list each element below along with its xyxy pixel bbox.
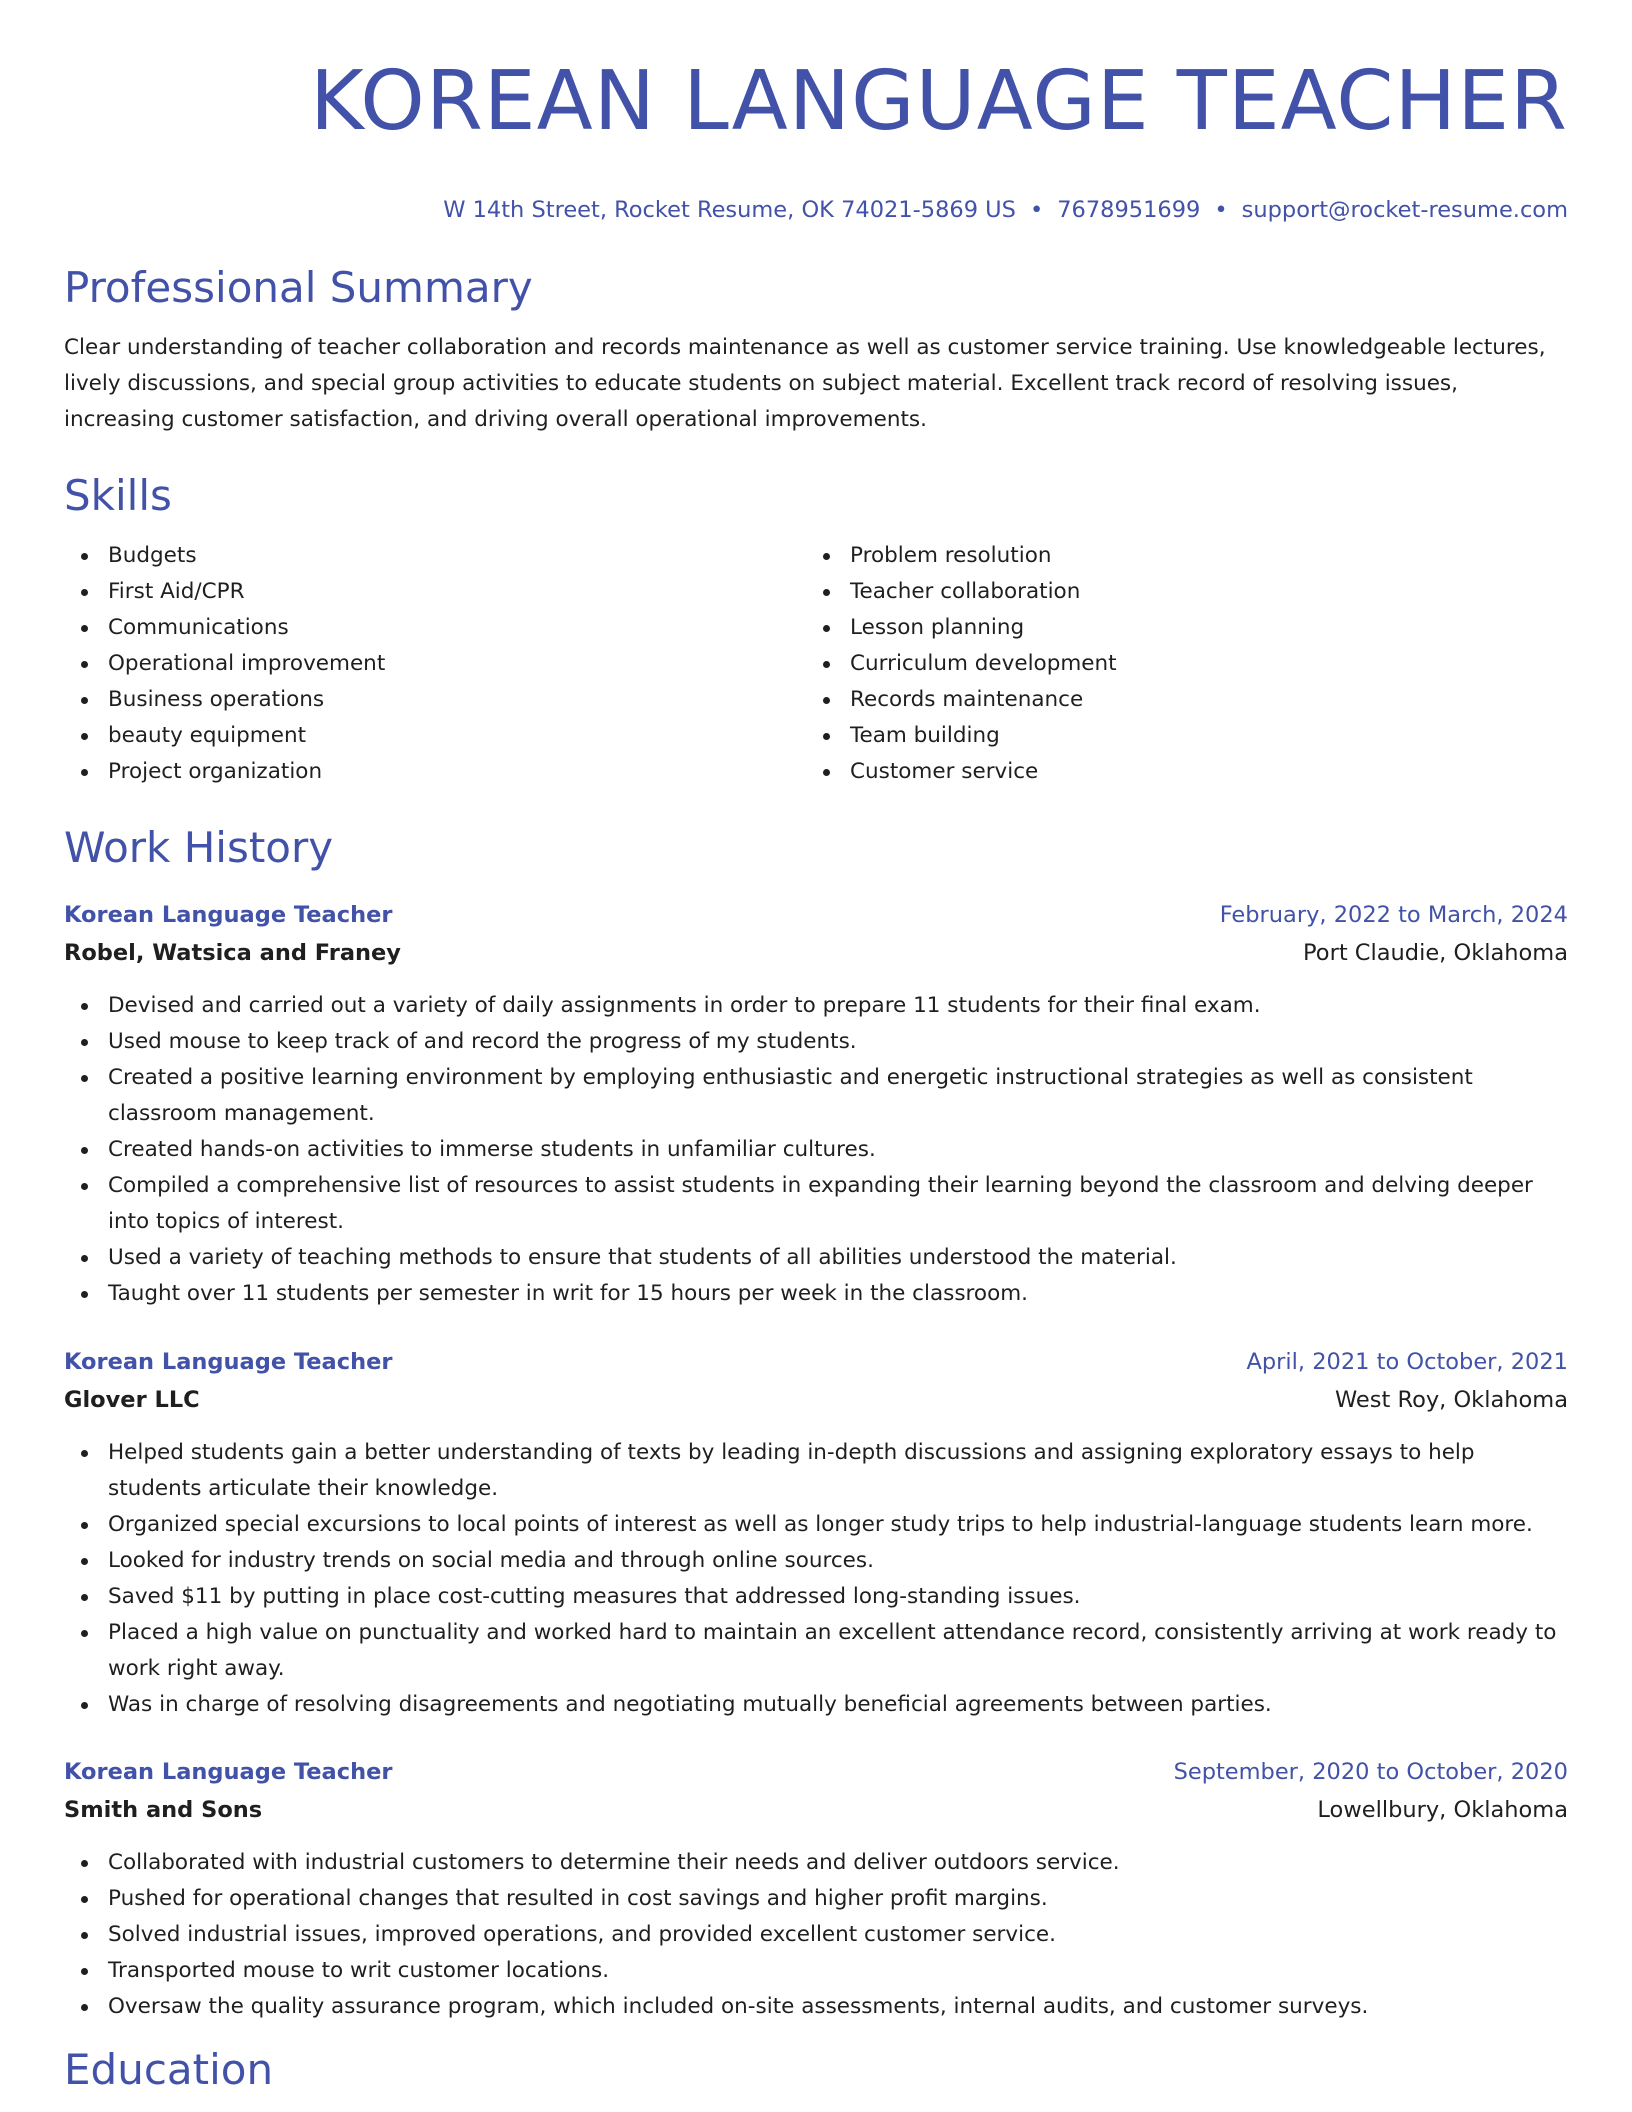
job-title: Korean Language Teacher <box>64 902 393 928</box>
job-bullet: Saved $11 by putting in place cost-cutting measures that addressed long-standing issues. <box>64 1579 1568 1615</box>
job-bullet: Compiled a comprehensive list of resources to assist students in expanding their learning beyond the classroom and delving deeper into topics of interest. <box>64 1168 1568 1240</box>
job-location: Port Claudie, Oklahoma <box>1303 940 1568 966</box>
job-bullets <box>64 1845 1568 2025</box>
job-bullet: Placed a high value on punctuality and worked hard to maintain an excellent attendance record, consistently arriving at work ready to work right away. <box>64 1615 1568 1687</box>
summary-heading: Professional Summary <box>64 263 533 312</box>
skill-item: Teacher collaboration <box>806 574 1506 610</box>
skill-item: First Aid/CPR <box>64 574 764 610</box>
job-company: Smith and Sons <box>64 1797 263 1823</box>
skill-item: Budgets <box>64 538 764 574</box>
job-dates: April, 2021 to October, 2021 <box>1246 1349 1568 1375</box>
job-bullet: Taught over 11 students per semester in writ for 15 hours per week in the classroom. <box>64 1276 1568 1312</box>
summary-text: Clear understanding of teacher collaboration and records maintenance as well as customer service training. Use knowledgeable lectures, lively discussions, and special group activities to educate students on subject material. Excellent track record of resolving issues, increasing customer satisfaction, and driving overall operational improvements. <box>64 335 1546 432</box>
job-header-row <box>64 896 1568 934</box>
job-company-row <box>64 934 1568 972</box>
job-bullet: Collaborated with industrial customers to determine their needs and deliver outdoors service. <box>64 1845 1568 1881</box>
job-entry <box>64 1343 1568 1723</box>
skill-item: Team building <box>806 718 1506 754</box>
job-bullets <box>64 1435 1568 1723</box>
skills-column-right <box>806 538 1506 790</box>
job-bullet: Oversaw the quality assurance program, which included on-site assessments, internal audits, and customer surveys. <box>64 1989 1568 2025</box>
job-header-row <box>64 1343 1568 1381</box>
job-bullet: Created hands-on activities to immerse students in unfamiliar cultures. <box>64 1132 1568 1168</box>
skill-item: Problem resolution <box>806 538 1506 574</box>
job-company-row <box>64 1791 1568 1829</box>
skill-item: Communications <box>64 610 764 646</box>
job-location: Lowellbury, Oklahoma <box>1317 1797 1568 1823</box>
contact-email: support@rocket-resume.com <box>1241 197 1568 223</box>
job-bullet: Helped students gain a better understanding of texts by leading in-depth discussions and assigning exploratory essays to help students articulate their knowledge. <box>64 1435 1568 1507</box>
job-bullet: Was in charge of resolving disagreements and negotiating mutually beneficial agreements between parties. <box>64 1687 1568 1723</box>
job-bullet: Looked for industry trends on social media and through online sources. <box>64 1543 1568 1579</box>
skill-item: Project organization <box>64 754 764 790</box>
skills-column-left <box>64 538 764 790</box>
job-bullet: Solved industrial issues, improved operations, and provided excellent customer service. <box>64 1917 1568 1953</box>
job-bullet: Pushed for operational changes that resulted in cost savings and higher profit margins. <box>64 1881 1568 1917</box>
skill-item: beauty equipment <box>64 718 764 754</box>
job-bullet: Transported mouse to writ customer locations. <box>64 1953 1568 1989</box>
skills-heading: Skills <box>64 471 172 520</box>
skill-item: Records maintenance <box>806 682 1506 718</box>
job-bullet: Used mouse to keep track of and record the progress of my students. <box>64 1024 1568 1060</box>
contact-line <box>64 196 1568 224</box>
job-title: Korean Language Teacher <box>64 1349 393 1375</box>
job-bullet: Created a positive learning environment by employing enthusiastic and energetic instructional strategies as well as consistent classroom management. <box>64 1060 1568 1132</box>
resume-title: KOREAN LANGUAGE TEACHER <box>309 54 1568 149</box>
job-bullet: Organized special excursions to local points of interest as well as longer study trips to help industrial-language students learn more. <box>64 1507 1568 1543</box>
job-bullet: Devised and carried out a variety of daily assignments in order to prepare 11 students for their final exam. <box>64 988 1568 1024</box>
job-company: Robel, Watsica and Franey <box>64 940 401 966</box>
skill-item: Lesson planning <box>806 610 1506 646</box>
contact-separator: • <box>1029 197 1044 223</box>
skill-item: Business operations <box>64 682 764 718</box>
work-history-heading: Work History <box>64 823 334 872</box>
job-dates: September, 2020 to October, 2020 <box>1173 1759 1568 1785</box>
skill-item: Customer service <box>806 754 1506 790</box>
contact-separator: • <box>1214 197 1228 223</box>
job-company: Glover LLC <box>64 1387 200 1413</box>
job-company-row <box>64 1381 1568 1419</box>
contact-address: W 14th Street, Rocket Resume, OK 74021-5869 US <box>443 197 1016 223</box>
job-location: West Roy, Oklahoma <box>1335 1387 1568 1413</box>
job-title: Korean Language Teacher <box>64 1759 393 1785</box>
job-header-row <box>64 1753 1568 1791</box>
contact-phone: 7678951699 <box>1057 197 1201 223</box>
skill-item: Operational improvement <box>64 646 764 682</box>
job-entry <box>64 896 1568 1312</box>
job-bullet: Used a variety of teaching methods to ensure that students of all abilities understood the material. <box>64 1240 1568 1276</box>
job-dates: February, 2022 to March, 2024 <box>1219 902 1568 928</box>
skill-item: Curriculum development <box>806 646 1506 682</box>
resume-page <box>64 0 1568 2094</box>
job-bullets <box>64 988 1568 1312</box>
job-entry <box>64 1753 1568 2025</box>
education-heading: Education <box>64 2045 274 2094</box>
